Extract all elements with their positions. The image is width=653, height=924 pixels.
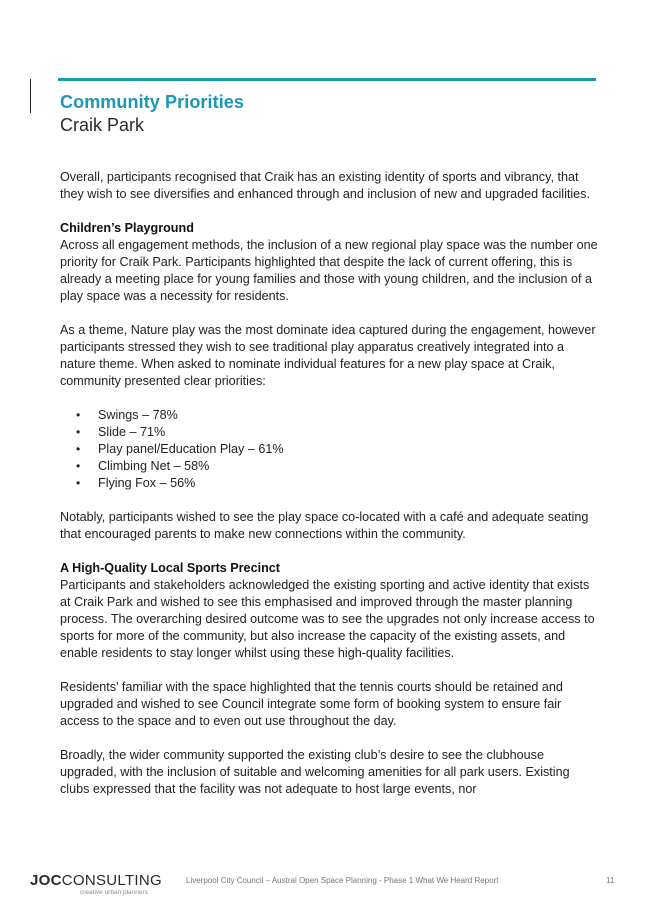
playground-paragraph-3: Notably, participants wished to see the play space co-located with a café and adequate seating that encouraged parents to make new connections within the community.	[60, 510, 589, 541]
logo-tagline: creative urban planners	[80, 889, 148, 896]
list-item: • Play panel/Education Play – 61%	[98, 441, 598, 458]
sports-paragraph-3: Broadly, the wider community supported the existing club’s desire to see the clubhouse upgraded, with the inclusion of suitable and welcoming amenities for all park users. Existing clubs expressed that the facility was not adequate to host large events, nor	[60, 748, 570, 796]
intro-paragraph: Overall, participants recognised that Craik has an existing identity of sports and vibrancy, that they wish to see diversifies and enhanced through and inclusion of new and upgraded facilities.	[60, 170, 590, 201]
header-rule	[58, 78, 596, 81]
playground-paragraph-1: Across all engagement methods, the inclusion of a new regional play space was the number one priority for Craik Park. Participants highlighted that despite the lack of current offering, this is already a meeting place for young families and those with young children, and the inclusion of a play space was a necessity for residents.	[60, 238, 598, 303]
body-content	[60, 169, 598, 815]
section-heading-sports: A High-Quality Local Sports Precinct	[60, 561, 280, 575]
page-title: Community Priorities	[60, 92, 245, 112]
list-item: • Slide – 71%	[98, 424, 598, 441]
playground-section	[60, 220, 598, 305]
sports-paragraph-1: Participants and stakeholders acknowledged the existing sporting and active identity that exists at Craik Park and wished to see this emphasised and improved through the master planning process. The overarching desired outcome was to see the upgrades not only increase access to sports for more of the community, but also increase the capacity of the existing assets, and enable residents to stay longer whilst using these high-quality facilities.	[60, 578, 595, 660]
page-number: 11	[606, 876, 615, 885]
list-item: • Flying Fox – 56%	[98, 475, 598, 492]
section-heading-playground: Children’s Playground	[60, 221, 194, 235]
sports-section	[60, 560, 598, 662]
page-subtitle: Craik Park	[60, 115, 145, 135]
list-item: • Swings – 78%	[98, 407, 598, 424]
priorities-list	[60, 407, 598, 492]
margin-marker	[30, 79, 31, 113]
list-item: • Climbing Net – 58%	[98, 458, 598, 475]
playground-paragraph-2: As a theme, Nature play was the most dominate idea captured during the engagement, however participants stressed they wish to see traditional play apparatus creatively integrated into a nature theme. When asked to nominate individual features for a new play space at Craik, community presented clear priorities:	[60, 323, 596, 388]
sports-paragraph-2: Residents’ familiar with the space highlighted that the tennis courts should be retained and upgraded and wished to see Council integrate some form of booking system to ensure fair access to the space and to even out use throughout the day.	[60, 680, 563, 728]
logo-bold-text: JOC	[30, 872, 62, 889]
page-footer	[0, 868, 653, 908]
document-title: Liverpool City Council – Austral Open Space Planning - Phase 1 What We Heard Report	[186, 876, 499, 885]
company-logo	[30, 872, 162, 896]
logo-light-text: CONSULTING	[61, 872, 162, 889]
